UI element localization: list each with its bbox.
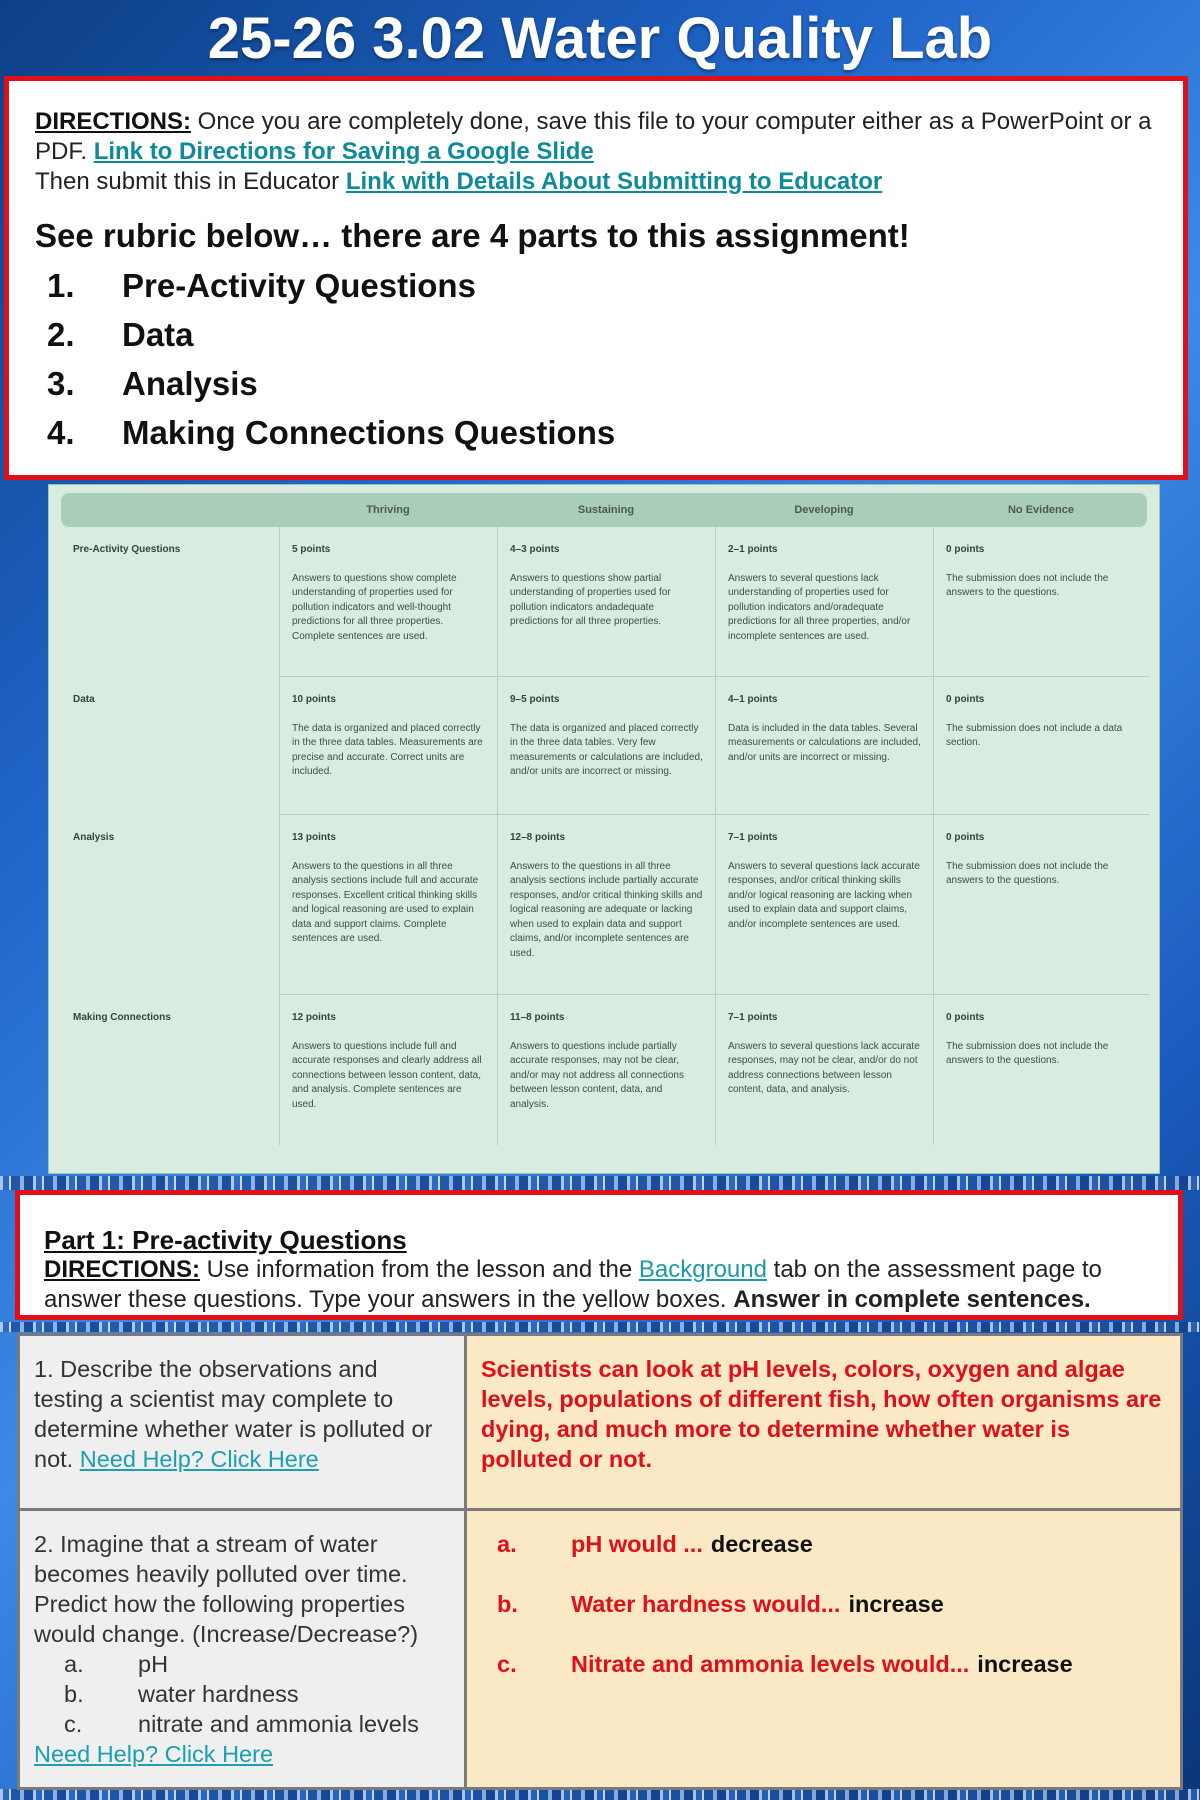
submit-paragraph — [35, 167, 1157, 197]
rubric-text: The data is organized and placed correctly in the three data tables. Measurements are precise and accurate. Correct units are included. — [292, 722, 483, 777]
rubric-category: Making Connections — [73, 1012, 171, 1023]
rubric-cell — [497, 995, 715, 1145]
rubric-cell — [933, 995, 1149, 1145]
part-number: 4. — [47, 414, 75, 451]
answer-cell[interactable] — [466, 1335, 1182, 1510]
rubric-header-cell: Sustaining — [577, 504, 635, 516]
part-number: 1. — [47, 267, 75, 304]
prediction-value: increase — [977, 1651, 1073, 1677]
help-link[interactable]: Need Help? Click Here — [79, 1446, 319, 1472]
rubric-points: 12 points — [292, 1012, 336, 1023]
rubric-header-row — [61, 493, 1147, 527]
rubric-text: Data is included in the data tables. Several measurements or calculations are included, and/or units are incorrect or missing. — [728, 722, 921, 763]
rubric-text: Answers to questions show partial understanding of properties used for pollution indicators andadequate predictions for all three properties. — [510, 572, 671, 627]
rubric-text: Answers to questions show complete understanding of properties used for pollution indicators and well-thought predictions for all three properties. Complete sentences are used. — [292, 572, 457, 642]
rubric-cell — [279, 677, 497, 815]
part1-directions-text: Use information from the lesson and the — [200, 1256, 639, 1283]
rubric-points: 7–1 points — [728, 1012, 778, 1023]
part1-title: Part 1: Pre-activity Questions — [44, 1225, 407, 1255]
rubric-points: 12–8 points — [510, 832, 566, 843]
rubric-cell — [279, 995, 497, 1145]
property-item — [34, 1679, 450, 1709]
rubric-points: 9–5 points — [510, 694, 560, 705]
rubric-text: Answers to several questions lack accurate responses, may not be clear, and/or do not address connections between lesson content, data, and analysis. — [728, 1040, 920, 1095]
questions-table — [17, 1333, 1183, 1790]
rubric-cell — [279, 527, 497, 677]
rubric-row — [61, 815, 1147, 995]
saving-directions-link[interactable]: Link to Directions for Saving a Google Slide — [93, 138, 594, 165]
rubric-points: 0 points — [946, 544, 985, 555]
rubric-row — [61, 527, 1147, 677]
answer-text: Scientists can look at pH levels, colors, oxygen and algae levels, populations of different fish, how often organisms are dying, and much more to determine whether water is polluted or not. — [481, 1356, 1162, 1472]
rubric-points: 0 points — [946, 832, 985, 843]
rubric-text: The submission does not include the answers to the questions. — [946, 860, 1109, 886]
prediction-list — [481, 1529, 1166, 1679]
rubric-points: 10 points — [292, 694, 336, 705]
rubric-category: Data — [73, 694, 95, 705]
parts-list — [35, 261, 1157, 457]
property-letter: c. — [64, 1711, 83, 1737]
question-row — [19, 1510, 1182, 1789]
rubric-cell — [497, 527, 715, 677]
directions-box — [4, 76, 1188, 480]
rubric-cell — [497, 815, 715, 995]
property-letter: b. — [64, 1681, 84, 1707]
part-label: Pre-Activity Questions — [122, 267, 476, 304]
submit-text: Then submit this in Educator — [35, 168, 346, 195]
rubric-text: Answers to questions include partially accurate responses, may not be clear, and/or may not address all connections between lesson content, data, and analysis. — [510, 1040, 684, 1110]
rubric-text: Answers to the questions in all three analysis sections include partially accurate responses, and/or critical thinking skills and logical reasoning are adequate or lacking when used to explain data and support claims, and/or incomplete sentences are used. — [510, 860, 703, 959]
part1-directions — [44, 1255, 1154, 1315]
rubric-cell — [715, 527, 933, 677]
rubric-text: The data is organized and placed correctly in the three data tables. Very few measurements or calculations are included, and/or units are incorrect or missing. — [510, 722, 703, 777]
rubric-table — [48, 484, 1160, 1174]
rubric-points: 0 points — [946, 694, 985, 705]
rubric-text: Answers to several questions lack accurate responses, and/or critical thinking skills and/or logical reasoning are lacking when used to explain data and support claims, and/or incomplete sentences are used. — [728, 860, 920, 930]
property-label: water hardness — [138, 1681, 299, 1707]
rubric-points: 11–8 points — [510, 1012, 565, 1023]
parts-list-item — [35, 408, 1157, 457]
prediction-prompt: Nitrate and ammonia levels would... — [571, 1651, 970, 1677]
part1-bold-instruction: Answer in complete sentences. — [733, 1286, 1091, 1313]
prediction-value: decrease — [710, 1531, 813, 1557]
property-label: pH — [138, 1651, 169, 1677]
rubric-points: 4–1 points — [728, 694, 778, 705]
rubric-cell — [933, 815, 1149, 995]
rubric-points: 13 points — [292, 832, 336, 843]
property-item — [34, 1649, 450, 1679]
submitting-details-link[interactable]: Link with Details About Submitting to Educator — [345, 168, 883, 195]
property-label: nitrate and ammonia levels — [138, 1711, 419, 1737]
rubric-text: Answers to several questions lack understanding of properties used for pollution indicators and/oradequate predictions for all three properties, and/or incomplete sentences are used. — [728, 572, 911, 642]
help-link[interactable]: Need Help? Click Here — [34, 1741, 274, 1767]
part-number: 2. — [47, 316, 75, 353]
question-cell — [19, 1510, 466, 1789]
rubric-category: Analysis — [73, 832, 115, 843]
part-label: Data — [122, 316, 194, 353]
parts-list-item — [35, 310, 1157, 359]
rubric-cell — [715, 995, 933, 1145]
property-letter: a. — [64, 1651, 84, 1677]
rubric-cell — [715, 815, 933, 995]
rubric-text: The submission does not include a data section. — [946, 722, 1123, 748]
rubric-points: 5 points — [292, 544, 331, 555]
part1-directions-label: DIRECTIONS: — [44, 1256, 200, 1283]
rubric-text: The submission does not include the answers to the questions. — [946, 1040, 1109, 1066]
rubric-points: 0 points — [946, 1012, 985, 1023]
rubric-cell — [933, 527, 1149, 677]
rubric-cell — [279, 815, 497, 995]
directions-label: DIRECTIONS: — [35, 108, 191, 135]
parts-list-item — [35, 261, 1157, 310]
rubric-row — [61, 677, 1147, 815]
directions-text: Once you are completely done, save this file to your computer either as a PowerPoint or a PDF. — [35, 108, 1152, 165]
prediction-value: increase — [848, 1591, 944, 1617]
decorative-stripe — [0, 1176, 1200, 1190]
prediction-prompt: Water hardness would... — [571, 1591, 841, 1617]
part1-header-box — [15, 1190, 1183, 1320]
page-title: 25-26 3.02 Water Quality Lab — [207, 6, 993, 71]
prediction-item — [481, 1589, 1166, 1619]
prediction-letter: a. — [497, 1531, 517, 1557]
question-row — [19, 1335, 1182, 1510]
rubric-points: 4–3 points — [510, 544, 560, 555]
rubric-points: 7–1 points — [728, 832, 778, 843]
part-label: Making Connections Questions — [122, 414, 616, 451]
decorative-stripe — [0, 1789, 1200, 1800]
parts-list-item — [35, 359, 1157, 408]
rubric-category: Pre-Activity Questions — [73, 544, 181, 555]
rubric-text: Answers to questions include full and accurate responses and clearly address all connections between lesson content, data, and analysis. Complete sentences are used. — [292, 1040, 482, 1110]
rubric-row — [61, 995, 1147, 1145]
question-text: 2. Imagine that a stream of water becomes heavily polluted over time. Predict how the following properties would change. (Increase/Decrease?) — [34, 1531, 419, 1647]
rubric-note: See rubric below… there are 4 parts to this assignment! — [35, 217, 910, 254]
rubric-header-cell: No Evidence — [1007, 504, 1075, 516]
rubric-header-cell: Developing — [794, 504, 854, 516]
background-tab-link[interactable]: Background — [638, 1256, 767, 1283]
rubric-cell — [497, 677, 715, 815]
part-label: Analysis — [122, 365, 258, 402]
question-text: 1. Describe the observations and testing a scientist may complete to determine whether water is polluted or not. — [34, 1356, 433, 1472]
property-list — [34, 1649, 450, 1739]
part-number: 3. — [47, 365, 75, 402]
answer-cell[interactable] — [466, 1510, 1182, 1789]
directions-paragraph — [35, 107, 1157, 167]
rubric-cell — [715, 677, 933, 815]
prediction-letter: c. — [497, 1651, 517, 1677]
prediction-letter: b. — [497, 1591, 518, 1617]
part1-directions-text: tab on the assessment page to answer these questions. Type your answers in the yellow boxes. — [44, 1256, 1102, 1313]
rubric-header-cell: Thriving — [366, 504, 410, 516]
prediction-item — [481, 1529, 1166, 1559]
rubric-text: Answers to the questions in all three analysis sections include full and accurate responses. Excellent critical thinking skills and logical reasoning are used to explain data and support claims. Complete sentences are used. — [292, 860, 479, 944]
prediction-item — [481, 1649, 1166, 1679]
prediction-prompt: pH would ... — [571, 1531, 703, 1557]
rubric-points: 2–1 points — [728, 544, 778, 555]
rubric-text: The submission does not include the answers to the questions. — [946, 572, 1109, 598]
decorative-stripe — [0, 1322, 1200, 1332]
property-item — [34, 1709, 450, 1739]
rubric-cell — [933, 677, 1149, 815]
question-cell — [19, 1335, 466, 1510]
